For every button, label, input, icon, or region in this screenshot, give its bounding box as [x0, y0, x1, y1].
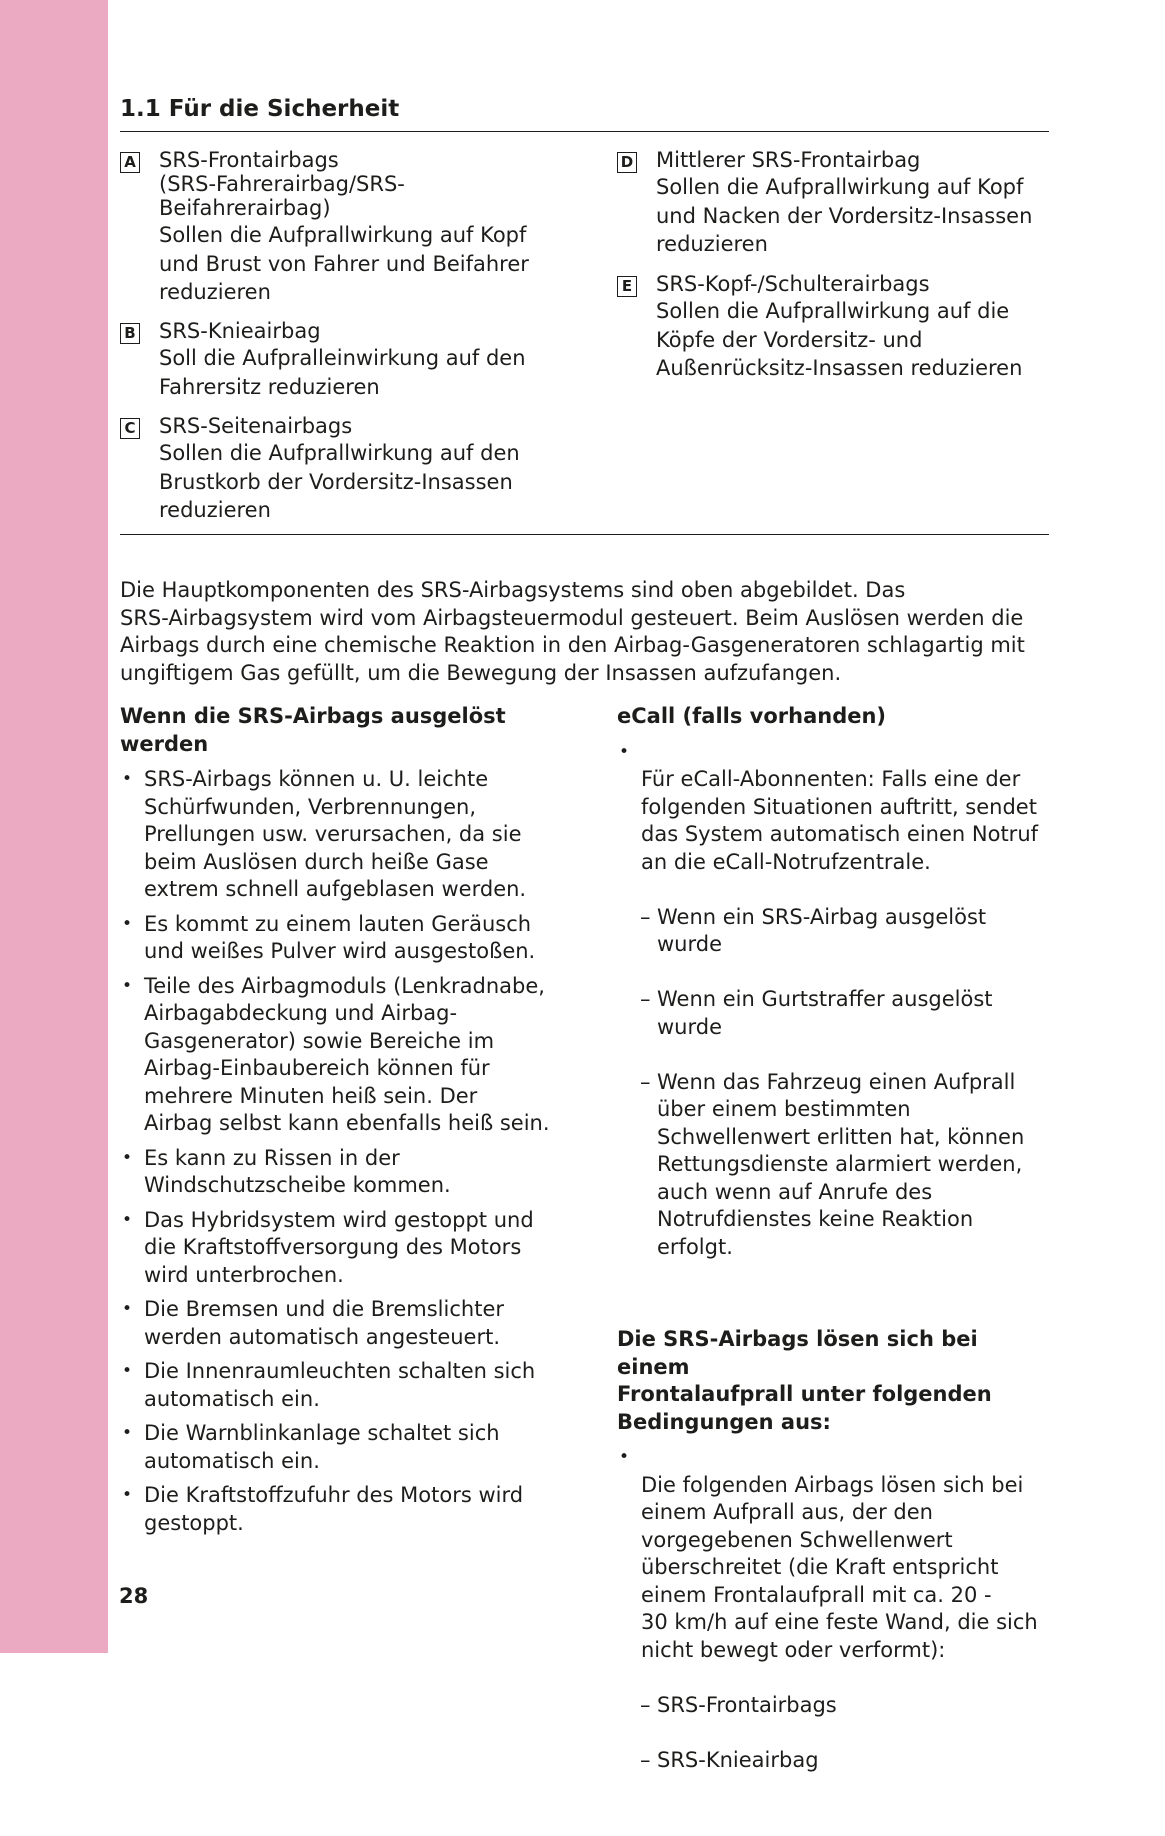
legend-bottom-divider [120, 534, 1049, 535]
legend-item-a [120, 148, 540, 307]
legend-item-c [120, 414, 540, 525]
list-item [617, 1444, 1057, 1829]
dash-item: – Wenn ein SRS-Airbag ausgelöst wurde [640, 904, 987, 956]
legend-title: SRS-Seitenairbags [159, 414, 353, 438]
left-column [120, 703, 560, 1544]
dash-item: – SRS-Frontairbags [640, 1692, 837, 1717]
ecall-bullet-list [617, 739, 1057, 1317]
legend-item-b [120, 319, 540, 401]
legend-description: Soll die Aufpralleinwirkung auf den Fahrersitz reduzieren [159, 346, 526, 399]
frontal-dash-list [631, 1664, 1057, 1802]
legend-letter-box: C [120, 418, 140, 439]
list-item: • Es kann zu Rissen in der Windschutzscheibe kommen. [120, 1145, 560, 1200]
deployment-heading: Wenn die SRS-Airbags ausgelöst werden [120, 704, 506, 756]
legend-letter-box: B [120, 323, 140, 344]
legend-title: SRS-Knieairbag [159, 319, 321, 343]
legend-title: SRS-Frontairbags (SRS-Fahrerairbag/SRS- Beifahrerairbag) [159, 148, 405, 220]
list-item [617, 739, 1057, 1317]
legend-description: Sollen die Aufprallwirkung auf Kopf und Brust von Fahrer und Beifahrer reduzieren [159, 223, 529, 304]
list-item: • Das Hybridsystem wird gestoppt und die Kraftstoffversorgung des Motors wird unterbrochen. [120, 1207, 560, 1290]
right-column [617, 703, 1057, 1836]
legend-letter-box: A [120, 152, 140, 173]
legend-item-e [617, 272, 1037, 383]
list-item: • Teile des Airbagmoduls (Lenkradnabe, Airbagabdeckung und Airbag- Gasgenerator) sowie Bereiche im Airbag-Einbaubereich können für mehrere Minuten heiß sein. Der Airbag selbst kann ebenfalls heiß sein. [120, 973, 560, 1138]
chapter-side-tab [0, 0, 108, 1653]
list-item: • SRS-Airbags können u. U. leichte Schürfwunden, Verbrennungen, Prellungen usw. verursachen, da sie beim Auslösen durch heiße Gase extrem schnell aufgeblasen werden. [120, 766, 560, 904]
legend-description: Sollen die Aufprallwirkung auf die Köpfe der Vordersitz- und Außenrücksitz-Insassen reduzieren [656, 299, 1023, 380]
dash-item: – Wenn das Fahrzeug einen Aufprall über einem bestimmten Schwellenwert erlitten hat, können Rettungsdienste alarmiert werden, auch wenn auf Anrufe des Notrufdienstes keine Reaktion erfolgt. [640, 1069, 1025, 1259]
deployment-bullet-list [120, 766, 560, 1537]
list-item: • Die Bremsen und die Bremslichter werden automatisch angesteuert. [120, 1296, 560, 1351]
legend-letter-box: D [617, 152, 637, 173]
legend-letter-box: E [617, 276, 637, 297]
ecall-heading: eCall (falls vorhanden) [617, 704, 887, 728]
legend-description: Sollen die Aufprallwirkung auf Kopf und Nacken der Vordersitz-Insassen reduzieren [656, 175, 1033, 256]
top-divider [120, 131, 1049, 132]
legend-title: Mittlerer SRS-Frontairbag [656, 148, 921, 172]
legend-description: Sollen die Aufprallwirkung auf den Brustkorb der Vordersitz-Insassen reduzieren [159, 441, 520, 522]
section-title: 1.1 Für die Sicherheit [120, 96, 400, 122]
list-item: • Es kommt zu einem lauten Geräusch und weißes Pulver wird ausgestoßen. [120, 911, 560, 966]
list-item: • Die Kraftstoffzufuhr des Motors wird gestoppt. [120, 1482, 560, 1537]
page-number: 28 [119, 1584, 149, 1608]
frontal-impact-heading: Die SRS-Airbags lösen sich bei einem Frontalaufprall unter folgenden Bedingungen aus: [617, 1327, 992, 1434]
list-item: • Die Innenraumleuchten schalten sich automatisch ein. [120, 1358, 560, 1413]
dash-item: – SRS-Knieairbag [640, 1747, 819, 1772]
frontal-bullet-text: Die folgenden Airbags lösen sich bei einem Aufprall aus, der den vorgegebenen Schwellenwert überschreitet (die Kraft entspricht einem Frontalaufprall mit ca. 20 - 30 km/h auf eine feste Wand, die sich nicht bewegt oder verformt): [641, 1472, 1038, 1662]
ecall-dash-list [631, 876, 1057, 1289]
ecall-bullet-text: Für eCall-Abonnenten: Falls eine der folgenden Situationen auftritt, sendet das System automatisch einen Notruf an die eCall-Notrufzentrale. [641, 767, 1039, 874]
frontal-bullet-list [617, 1444, 1057, 1829]
legend-title: SRS-Kopf-/Schulterairbags [656, 272, 930, 296]
list-item: • Die Warnblinkanlage schaltet sich automatisch ein. [120, 1420, 560, 1475]
legend-item-d [617, 148, 1037, 259]
intro-paragraph: Die Hauptkomponenten des SRS-Airbagsystems sind oben abgebildet. Das SRS-Airbagsystem wird vom Airbagsteuermodul gesteuert. Beim Auslösen werden die Airbags durch eine chemische Reaktion in den Airbag-Gasgeneratoren schlagartig mit ungiftigem Gas gefüllt, um die Bewegung der Insassen aufzufangen. [120, 578, 1025, 685]
dash-item: – Wenn ein Gurtstraffer ausgelöst wurde [640, 987, 993, 1039]
